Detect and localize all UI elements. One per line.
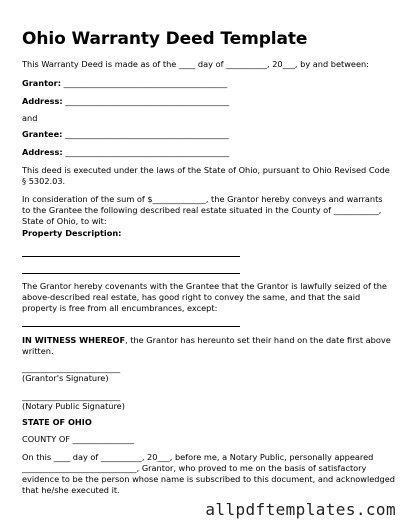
notary-signature-caption: (Notary Public Signature) [22, 401, 125, 411]
acknowledgment-text-4: that he/she executed it. [22, 485, 120, 495]
acknowledgment-text-3: evidence to be the person whose name is subscribed to this document, and acknowledged [22, 474, 395, 484]
law-text-1: This deed is executed under the laws of the State of Ohio, pursuant to Ohio Revised Code [22, 165, 390, 175]
intro-text: This Warranty Deed is made as of the ____ day of __________, 20___, by and between: [22, 59, 369, 69]
state-heading: STATE OF OHIO [22, 417, 92, 427]
county-text: COUNTY OF _______________ [22, 434, 135, 444]
watermark: allpdftemplates.com [205, 500, 396, 519]
acknowledgment-text-2: ____________________________, Grantor, who proved to me on the basis of satisfactory [22, 463, 367, 473]
witness-text-1 [22, 335, 392, 346]
consideration-text-2: to the Grantee the following described real estate situated in the County of ___________, [22, 205, 382, 215]
law-text-2: § 5302.03. [22, 176, 66, 186]
property-description-line-1 [22, 256, 240, 257]
notary-signature-line: ________________________ [22, 391, 121, 401]
grantee-address-label: Address: [22, 147, 63, 157]
witness-text-rest: , the Grantor has hereunto set their hand on the date first above [125, 335, 391, 345]
grantor-row [22, 78, 392, 89]
property-description-line-2 [22, 273, 240, 274]
property-description-label: Property Description: [22, 228, 122, 238]
grantee-address-line: ________________________________________ [65, 147, 230, 157]
witness-heading: IN WITNESS WHEREOF [22, 335, 126, 345]
grantor-signature-caption: (Grantor's Signature) [22, 373, 109, 383]
grantee-row [22, 129, 392, 140]
exceptions-line [22, 326, 240, 327]
consideration-text-1: In consideration of the sum of $_____________, the Grantor hereby conveys and warrants [22, 194, 383, 204]
grantor-address-label: Address: [22, 96, 63, 106]
consideration-text-3: State of Ohio, to wit: [22, 216, 107, 226]
covenant-text-2: above-described real estate, has good right to convey the same, and that the said [22, 292, 361, 302]
covenant-text-1: The Grantor hereby covenants with the Grantee that the Grantor is lawfully seized of the [22, 281, 387, 291]
page-title: Ohio Warranty Deed Template [22, 29, 308, 49]
grantee-address-row [22, 147, 392, 158]
witness-text-2: written. [22, 346, 54, 356]
grantor-address-row [22, 96, 392, 107]
grantee-line: ________________________________________ [65, 129, 229, 139]
grantor-address-line: ________________________________________ [65, 96, 230, 106]
acknowledgment-text-1: On this ____ day of __________, 20___, before me, a Notary Public, personally appeared [22, 452, 374, 462]
grantor-line: ________________________________________ [63, 78, 228, 88]
grantor-signature-line: ________________________ [22, 363, 121, 373]
covenant-text-3: property is free from all encumbrances, except: [22, 303, 218, 313]
and-text: and [22, 113, 38, 123]
grantor-label: Grantor: [22, 78, 61, 88]
grantee-label: Grantee: [22, 129, 63, 139]
